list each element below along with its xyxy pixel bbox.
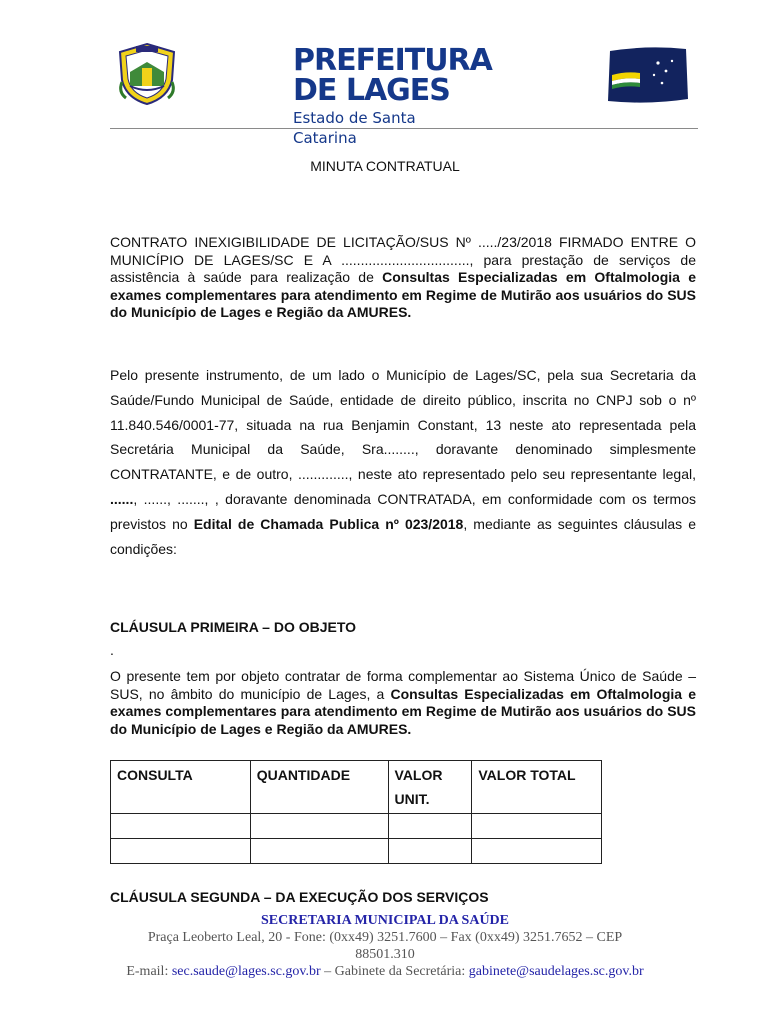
table-cell (250, 814, 388, 839)
table-cell (388, 814, 472, 839)
clause-1-text: O presente tem por objeto contratar de forma complementar ao Sistema Único de Saúde – SUS, no âmbito do município de Lages, a (110, 668, 696, 702)
prefeitura-logo (293, 43, 492, 147)
preamble-paragraph (110, 363, 696, 561)
services-table (110, 760, 602, 864)
preamble-text-3: , mediante as seguintes cláusulas e condições: (110, 515, 696, 557)
clause-2-heading: CLÁUSULA SEGUNDA – DA EXECUÇÃO DOS SERVIÇOS (110, 889, 489, 905)
clause-1-body (110, 668, 696, 738)
clause-1-dot: . (110, 642, 114, 658)
table-header-cell: CONSULTA (111, 761, 251, 814)
footer-contacts (0, 963, 770, 980)
table-cell (111, 839, 251, 864)
preamble-edital-bold: Edital de Chamada Publica nº 023/2018 (193, 515, 464, 532)
table-cell (111, 814, 251, 839)
preamble-text-2: , ......, ......., , doravante denominada CONTRATADA, em conformidade com os termos previstos no (110, 490, 696, 532)
footer-address: Praça Leoberto Leal, 20 - Fone: (0xx49) 3251.7600 – Fax (0xx49) 3251.7652 – CEP 88501.310 (147, 930, 623, 962)
table-cell (388, 839, 472, 864)
logo-line-2: DE LAGES (293, 73, 450, 108)
contract-intro (110, 234, 696, 322)
page-footer (0, 912, 770, 980)
clause-1-object-bold: Consultas Especializadas em Oftalmologia e exames complementares para atendimento em Regime de Mutirão aos usuários do SUS do Município de Lages e Região da AMURES. (110, 685, 696, 737)
logo-line-3: Estado de Santa Catarina (293, 109, 416, 147)
municipal-crest-icon (116, 42, 178, 106)
table-row (111, 814, 602, 839)
table-row (111, 839, 602, 864)
footer-email2-link[interactable]: gabinete@saudelages.sc.gov.br (468, 964, 644, 979)
intro-text: CONTRATO INEXIGIBILIDADE DE LICITAÇÃO/SUS Nº ...../23/2018 FIRMADO ENTRE O MUNICÍPIO DE LAGES/SC E A ................................., para prestação de serviços de assistência à saúde para realização de (110, 234, 696, 285)
footer-separator: – Gabinete da Secretária: (320, 964, 469, 979)
footer-email-link[interactable]: sec.saude@lages.sc.gov.br (171, 964, 321, 979)
table-header-cell: QUANTIDADE (250, 761, 388, 814)
footer-email-label: E-mail: (126, 964, 172, 979)
header-divider (110, 128, 698, 129)
table-cell (250, 839, 388, 864)
footer-department: SECRETARIA MUNICIPAL DA SAÚDE (260, 913, 510, 928)
table-cell (472, 814, 602, 839)
clause-1-heading: CLÁUSULA PRIMEIRA – DO OBJETO (110, 619, 357, 635)
preamble-rep-bold: ...... (110, 490, 134, 507)
table-header-cell: VALOR UNIT. (388, 761, 472, 814)
city-flag-icon (606, 45, 690, 105)
preamble-text-1: Pelo presente instrumento, de um lado o Município de Lages/SC, pela sua Secretaria da Saúde/Fundo Municipal de Saúde, entidade de direito público, inscrita no CNPJ sob o nº 11.840.546/0001-77, situada na rua Benjamin Constant, 13 neste ato representada pela Secretária Municipal da Saúde, Sra........, doravante denominado simplesmente CONTRATANTE, e de outro, ............., neste ato representado pelo seu representante legal, (110, 367, 696, 483)
table-cell (472, 839, 602, 864)
table-header-row (111, 761, 602, 814)
document-title: MINUTA CONTRATUAL (310, 158, 460, 174)
intro-object-bold: Consultas Especializadas em Oftalmologia e exames complementares para atendimento em Regime de Mutirão aos usuários do SUS do Município de Lages e Região da AMURES. (110, 269, 696, 320)
logo-line-1: PREFEITURA (293, 43, 492, 78)
table-header-cell: VALOR TOTAL (472, 761, 602, 814)
